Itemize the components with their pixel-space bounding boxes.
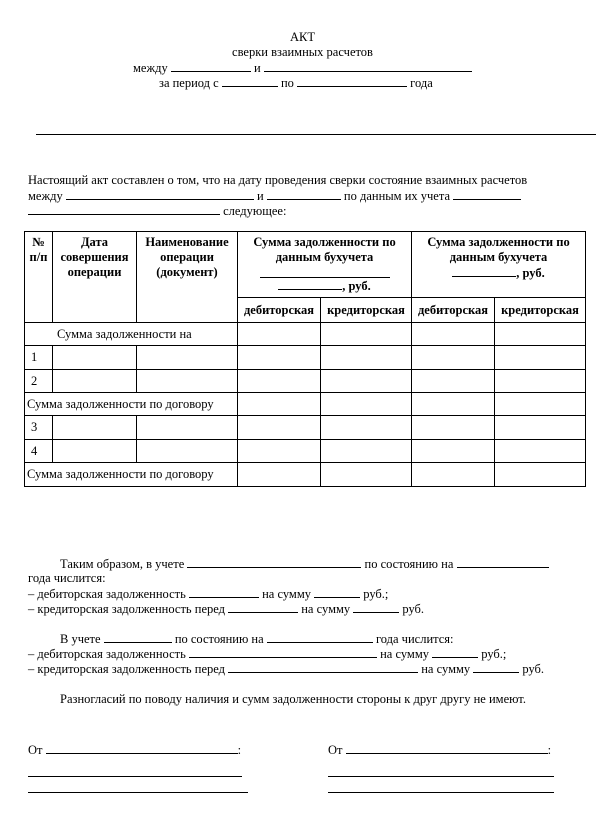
table-row bbox=[25, 370, 586, 393]
period-from-label: за период с bbox=[159, 76, 219, 90]
table-cell[interactable] bbox=[412, 393, 495, 416]
no-disputes-text: Разногласий по поводу наличия и сумм задолженности стороны к друг другу не имеют. bbox=[60, 692, 526, 706]
header-long-rule[interactable] bbox=[36, 134, 596, 135]
row-number: 4 bbox=[25, 440, 53, 463]
conclusion-line-2: года числится: bbox=[28, 571, 106, 585]
row-number: 3 bbox=[25, 416, 53, 440]
reconciliation-table bbox=[24, 231, 586, 487]
table-cell[interactable] bbox=[495, 440, 586, 463]
col-name-header: Наименование операции (документ) bbox=[137, 232, 238, 323]
table-cell[interactable] bbox=[137, 370, 238, 393]
second-debt-amount-blank[interactable] bbox=[432, 646, 478, 658]
second-party-blank[interactable] bbox=[104, 631, 172, 643]
debit-header-1: дебиторская bbox=[238, 298, 321, 323]
party2-blank[interactable] bbox=[264, 60, 472, 72]
table-cell[interactable] bbox=[412, 463, 495, 487]
intro-subject-blank[interactable] bbox=[28, 203, 220, 215]
header-between-line bbox=[133, 60, 472, 76]
colon: : bbox=[237, 743, 242, 757]
doc-title: АКТ bbox=[290, 30, 315, 44]
signature-right-from bbox=[328, 742, 551, 758]
table-cell[interactable] bbox=[137, 416, 238, 440]
period-from-blank[interactable] bbox=[222, 75, 278, 87]
period-to-label: по bbox=[280, 76, 294, 90]
debtor-blank[interactable] bbox=[189, 586, 259, 598]
intro-between-label: между bbox=[28, 189, 63, 203]
col-date-header: Дата совершения операции bbox=[53, 232, 137, 323]
between-label: между bbox=[133, 61, 168, 75]
signature-left-party-blank[interactable] bbox=[46, 742, 238, 754]
table-cell[interactable] bbox=[238, 463, 321, 487]
intro-line-2 bbox=[28, 188, 521, 204]
row-number: 2 bbox=[25, 370, 53, 393]
conclusion-line-4 bbox=[28, 601, 424, 617]
conclusion-text: В учете bbox=[60, 632, 101, 646]
table-cell[interactable] bbox=[321, 393, 412, 416]
credit-header-2: кредиторская bbox=[495, 298, 586, 323]
signature-right-party-blank[interactable] bbox=[346, 742, 548, 754]
signature-left-line-1[interactable] bbox=[28, 776, 242, 777]
conclusion-text: на сумму bbox=[421, 662, 471, 676]
conclusion-text: руб.; bbox=[363, 587, 389, 601]
table-row-opening bbox=[25, 323, 586, 346]
intro-by-data-label: по данным их учета bbox=[343, 189, 451, 203]
table-cell[interactable] bbox=[321, 463, 412, 487]
signature-right-line-2[interactable] bbox=[328, 792, 554, 793]
table-cell[interactable] bbox=[412, 440, 495, 463]
doc-subtitle: сверки взаимных расчетов bbox=[232, 45, 373, 59]
credit-amount-blank[interactable] bbox=[353, 601, 399, 613]
col-sum1-rub: , руб. bbox=[342, 279, 371, 293]
col-sum1-header bbox=[238, 232, 412, 298]
col-sum2-rub-line bbox=[414, 265, 583, 281]
conclusion-line-3 bbox=[28, 586, 388, 602]
col-sum2-rub: , руб. bbox=[516, 266, 545, 280]
intro-party1-blank[interactable] bbox=[66, 188, 254, 200]
table-cell[interactable] bbox=[412, 323, 495, 346]
table-cell[interactable] bbox=[137, 346, 238, 370]
intro-line-1: Настоящий акт составлен о том, что на дату проведения сверки состояние взаимных расчетов bbox=[28, 173, 528, 187]
table-row-contract-total bbox=[25, 463, 586, 487]
creditor-blank[interactable] bbox=[228, 601, 298, 613]
col-sum2-blank[interactable] bbox=[452, 265, 516, 277]
table-cell[interactable] bbox=[53, 440, 137, 463]
table-cell[interactable] bbox=[412, 416, 495, 440]
table-cell[interactable] bbox=[495, 416, 586, 440]
table-cell[interactable] bbox=[321, 323, 412, 346]
conclusion-text: – кредиторская задолженность перед bbox=[28, 602, 225, 616]
table-cell[interactable] bbox=[238, 393, 321, 416]
table-cell[interactable] bbox=[321, 416, 412, 440]
table-cell[interactable] bbox=[495, 463, 586, 487]
debt-amount-blank[interactable] bbox=[314, 586, 360, 598]
table-cell[interactable] bbox=[495, 323, 586, 346]
col-sum1-blank[interactable] bbox=[260, 265, 390, 278]
colon: : bbox=[547, 743, 552, 757]
table-cell[interactable] bbox=[412, 346, 495, 370]
conclusion-text: – дебиторская задолженность bbox=[28, 587, 186, 601]
year-label: года bbox=[410, 76, 433, 90]
intro-line-3 bbox=[28, 203, 286, 219]
credit-header-1: кредиторская bbox=[321, 298, 412, 323]
second-debtor-blank[interactable] bbox=[189, 646, 377, 658]
conclusion-text: года числится: bbox=[375, 632, 454, 646]
table-row bbox=[25, 416, 586, 440]
conclusion-date-blank[interactable] bbox=[457, 556, 549, 568]
conclusion-party-blank[interactable] bbox=[187, 556, 361, 568]
conclusion-text: Таким образом, в учете bbox=[60, 557, 185, 571]
conclusion-line-5 bbox=[60, 631, 454, 647]
table-cell[interactable] bbox=[238, 323, 321, 346]
from-label: От bbox=[28, 743, 43, 757]
table-cell[interactable] bbox=[495, 370, 586, 393]
conclusion-text: – кредиторская задолженность перед bbox=[28, 662, 225, 676]
conclusion-line-6 bbox=[28, 646, 506, 662]
table-cell[interactable] bbox=[53, 416, 137, 440]
table-row bbox=[25, 346, 586, 370]
signature-left-line-2[interactable] bbox=[28, 792, 248, 793]
conclusion-text: на сумму bbox=[301, 602, 351, 616]
signature-right-line-1[interactable] bbox=[328, 776, 554, 777]
row-number: 1 bbox=[25, 346, 53, 370]
table-cell[interactable] bbox=[495, 346, 586, 370]
table-header-row bbox=[25, 232, 586, 298]
period-to-blank[interactable] bbox=[297, 75, 407, 87]
intro-data-blank[interactable] bbox=[453, 188, 521, 200]
second-creditor-blank[interactable] bbox=[228, 661, 418, 673]
debit-header-2: дебиторская bbox=[412, 298, 495, 323]
second-credit-amount-blank[interactable] bbox=[473, 661, 519, 673]
table-cell[interactable] bbox=[321, 440, 412, 463]
intro-and-label: и bbox=[256, 189, 264, 203]
conclusion-text: по состоянию на bbox=[364, 557, 454, 571]
table-cell[interactable] bbox=[238, 346, 321, 370]
col-sum2-header bbox=[412, 232, 586, 298]
from-label: От bbox=[328, 743, 343, 757]
table-cell[interactable] bbox=[238, 440, 321, 463]
conclusion-text: руб. bbox=[402, 602, 425, 616]
conclusion-line-1 bbox=[60, 556, 549, 572]
col-sum2-title: Сумма задолженности по данным бухучета bbox=[427, 235, 570, 264]
signature-left-from bbox=[28, 742, 241, 758]
intro-following-label: следующее: bbox=[223, 204, 287, 218]
and-label: и bbox=[253, 61, 261, 75]
conclusion-text: на сумму bbox=[380, 647, 429, 661]
conclusion-text: на сумму bbox=[262, 587, 311, 601]
table-cell[interactable] bbox=[137, 440, 238, 463]
conclusion-line-7 bbox=[28, 661, 544, 677]
header-period-line bbox=[159, 75, 433, 91]
table-cell[interactable] bbox=[495, 393, 586, 416]
table-cell[interactable] bbox=[238, 416, 321, 440]
table-row bbox=[25, 440, 586, 463]
conclusion-text: руб.; bbox=[481, 647, 507, 661]
party1-blank[interactable] bbox=[171, 60, 251, 72]
table-cell[interactable] bbox=[53, 370, 137, 393]
col-sum1-title: Сумма задолженности по данным бухучета bbox=[253, 235, 396, 264]
table-cell[interactable] bbox=[412, 370, 495, 393]
contract-total-label: Сумма задолженности по договору bbox=[25, 463, 238, 487]
table-cell[interactable] bbox=[53, 346, 137, 370]
table-cell[interactable] bbox=[238, 370, 321, 393]
col-sum1-rub-line bbox=[240, 278, 409, 294]
col-sum1-blank-2[interactable] bbox=[278, 278, 342, 290]
table-row-contract-total bbox=[25, 393, 586, 416]
intro-party2-blank[interactable] bbox=[267, 188, 341, 200]
table-cell[interactable] bbox=[321, 370, 412, 393]
second-date-blank[interactable] bbox=[267, 631, 373, 643]
table-cell[interactable] bbox=[321, 346, 412, 370]
conclusion-text: по состоянию на bbox=[174, 632, 264, 646]
conclusion-text: руб. bbox=[522, 662, 545, 676]
conclusion-text: – дебиторская задолженность bbox=[28, 647, 186, 661]
contract-total-label: Сумма задолженности по договору bbox=[25, 393, 238, 416]
opening-balance-label: Сумма задолженности на bbox=[25, 323, 238, 346]
col-num-header: № п/п bbox=[25, 232, 53, 323]
